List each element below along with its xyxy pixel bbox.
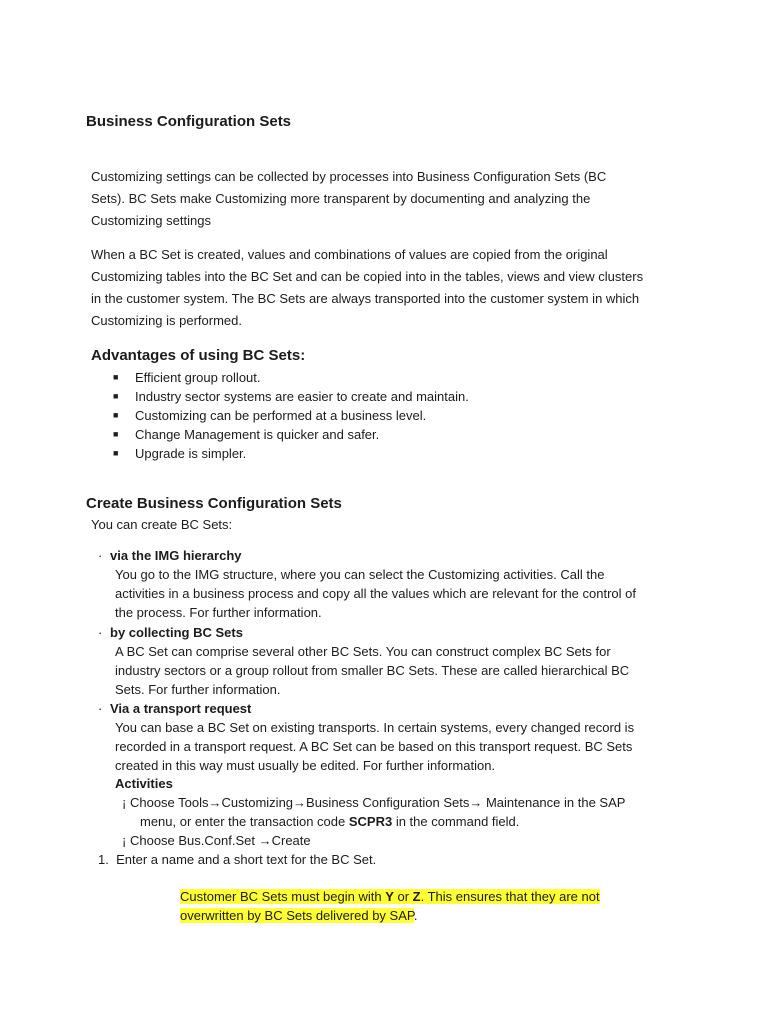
paragraph-line: Customizing tables into the BC Set and can be copied into in the tables, views and view clusters (91, 269, 644, 284)
numbered-item-text: Enter a name and a short text for the BC Set. (116, 852, 377, 867)
square-bullet-icon: ■ (113, 372, 119, 382)
paragraph-line: Customizing settings can be collected by processes into Business Configuration Sets (BC (91, 169, 607, 184)
transaction-code: SCPR3 (348, 814, 393, 829)
square-bullet-icon: ■ (113, 448, 119, 458)
note-text: . This ensures that they are not (420, 889, 600, 904)
note-period: . (413, 908, 418, 923)
paragraph-line: Customizing is performed. (91, 313, 242, 328)
document-title: Business Configuration Sets (86, 113, 292, 130)
list-item (113, 406, 469, 425)
step-bullet-icon: ¡ (122, 795, 127, 810)
step-text: Choose Tools→Customizing→Business Configuration Sets→ Maintenance in the SAP (129, 795, 626, 810)
description-line: industry sectors or a group rollout from smaller BC Sets. These are called hierarchical BC (115, 663, 630, 678)
create-intro: You can create BC Sets: (91, 517, 233, 532)
method-description (98, 718, 678, 775)
description-line: recorded in a transport request. A BC Set can be based on this transport request. BC Sets (115, 739, 633, 754)
list-item-text: Efficient group rollout. (135, 370, 261, 385)
method-transport-request (98, 699, 678, 775)
step-bullet-icon: ¡ (122, 833, 127, 848)
numbered-item (98, 850, 376, 869)
method-heading: Via a transport request (110, 701, 252, 716)
list-item (113, 425, 469, 444)
paragraph-line: When a BC Set is created, values and combinations of values are copied from the original (91, 247, 608, 262)
method-description (98, 565, 678, 622)
step-text: menu, or enter the transaction code (140, 814, 349, 829)
note-letter-y: Y (385, 889, 394, 904)
advantages-heading: Advantages of using BC Sets: (91, 347, 306, 364)
square-bullet-icon: ■ (113, 429, 119, 439)
method-collecting-bc-sets (98, 623, 678, 699)
list-item-text: Upgrade is simpler. (135, 446, 247, 461)
description-line: created in this way must usually be edited. For further information. (115, 758, 496, 773)
method-heading: via the IMG hierarchy (110, 548, 242, 563)
note-text: overwritten by BC Sets delivered by SAP (180, 908, 414, 923)
square-bullet-icon: ■ (113, 391, 119, 401)
paragraph-line: in the customer system. The BC Sets are always transported into the customer system in which (91, 291, 640, 306)
method-img-hierarchy (98, 546, 678, 622)
activities-label: Activities (115, 776, 173, 791)
dot-bullet-icon: · (98, 625, 103, 640)
list-item-text: Industry sector systems are easier to create and maintain. (135, 389, 469, 404)
description-line: You go to the IMG structure, where you can select the Customizing activities. Call the (115, 567, 605, 582)
number-marker: 1. (98, 852, 109, 867)
description-line: Sets. For further information. (115, 682, 281, 697)
list-item (113, 387, 469, 406)
description-line: A BC Set can comprise several other BC Sets. You can construct complex BC Sets for (115, 644, 611, 659)
note-text: Customer BC Sets must begin with (180, 889, 386, 904)
paragraph-line: Sets). BC Sets make Customizing more transparent by documenting and analyzing the (91, 191, 591, 206)
activity-step-1 (122, 793, 682, 831)
list-item-text: Customizing can be performed at a business level. (135, 408, 427, 423)
method-description (98, 642, 678, 699)
method-heading: by collecting BC Sets (110, 625, 243, 640)
list-item-text: Change Management is quicker and safer. (135, 427, 380, 442)
step-text: Choose Bus.Conf.Set →Create (129, 833, 311, 848)
step-text: in the command field. (392, 814, 520, 829)
description-line: the process. For further information. (115, 605, 322, 620)
description-line: activities in a business process and copy all the values which are relevant for the control of (115, 586, 636, 601)
description-line: You can base a BC Set on existing transports. In certain systems, every changed record is (115, 720, 635, 735)
advantages-list (113, 368, 469, 463)
note-text: or (393, 889, 413, 904)
square-bullet-icon: ■ (113, 410, 119, 420)
bc-set-paragraph (91, 244, 681, 332)
note-letter-z: Z (412, 889, 421, 904)
highlighted-note (180, 887, 650, 925)
activity-step-2 (122, 831, 311, 850)
dot-bullet-icon: · (98, 701, 103, 716)
list-item (113, 368, 469, 387)
create-heading: Create Business Configuration Sets (86, 495, 342, 512)
list-item (113, 444, 469, 463)
intro-paragraph (91, 166, 681, 232)
paragraph-line: Customizing settings (91, 213, 211, 228)
dot-bullet-icon: · (98, 548, 103, 563)
